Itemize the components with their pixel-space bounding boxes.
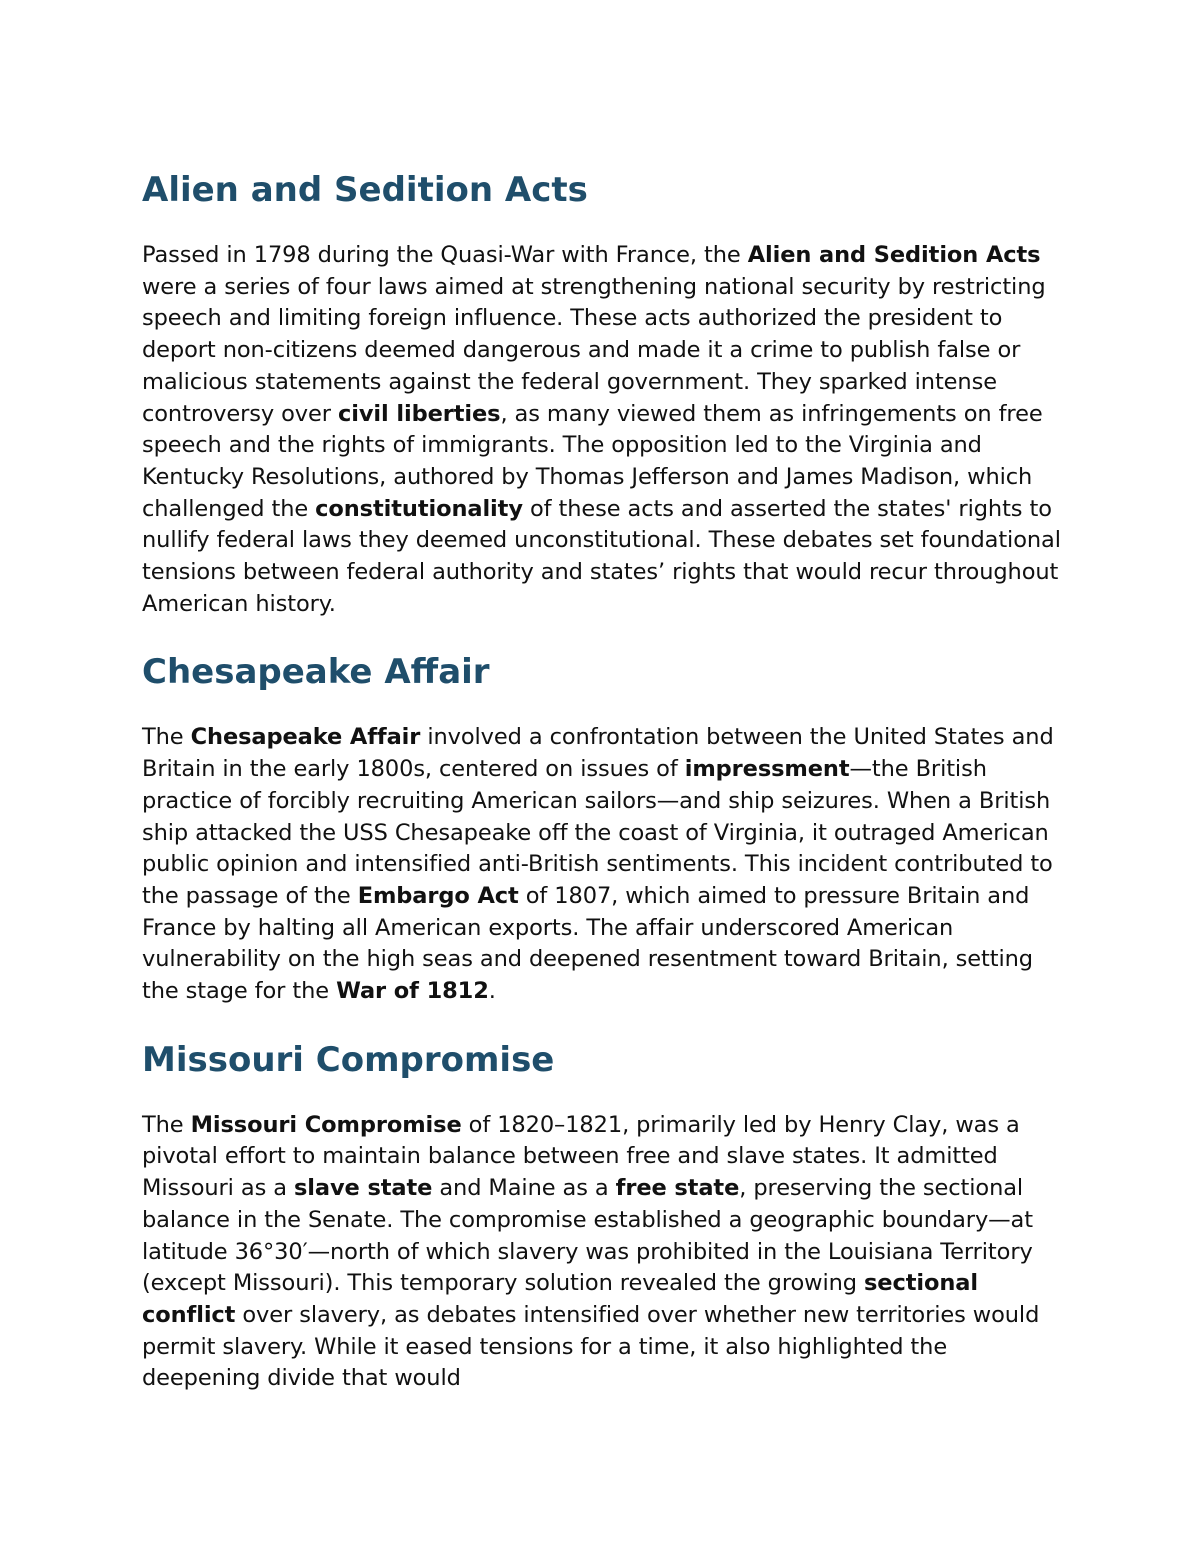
bold-term: sectional conflict	[142, 1270, 978, 1328]
section-paragraph	[142, 722, 1062, 1007]
bold-term: Missouri Compromise	[190, 1111, 462, 1138]
document-page	[142, 160, 1062, 1417]
text-run: .	[488, 978, 496, 1005]
text-run: and Maine as a	[432, 1175, 616, 1202]
bold-term: constitutionality	[315, 495, 523, 522]
section-missouri-compromise	[142, 1030, 1062, 1395]
bold-term: War of 1812	[336, 978, 489, 1005]
text-run: , preserving the sectional balance in the Senate. The compromise established a geographic boundary—at latitude 36°30′—north of which slavery was prohibited in the Louisiana Territory (except Missouri). This temporary solution revealed the growing	[142, 1175, 1033, 1297]
bold-term: Chesapeake Affair	[190, 724, 421, 751]
section-paragraph	[142, 240, 1062, 620]
bold-term: Embargo Act	[357, 882, 519, 909]
text-run: —the British practice of forcibly recruiting American sailors—and ship seizures. When a British ship attacked the USS Chesapeake off the coast of Virginia, it outraged American public opinion and intensified anti-British sentiments. This incident contributed to the passage of the	[142, 756, 1053, 909]
section-alien-sedition	[142, 160, 1062, 620]
text-run: of 1807, which aimed to pressure Britain and France by halting all American exports. The affair underscored American vulnerability on the high seas and deepened resentment toward Britain, setting the stage for the	[142, 882, 1033, 1005]
bold-term: Alien and Sedition Acts	[747, 242, 1041, 268]
section-heading: Chesapeake Affair	[142, 652, 490, 693]
text-run: involved a confrontation between the United States and Britain in the early 1800s, centered on issues of	[142, 724, 1054, 783]
section-heading: Alien and Sedition Acts	[142, 170, 588, 210]
text-run: of these acts and asserted the states' rights to nullify federal laws they deemed unconstitutional. These debates set foundational tensions between federal authority and states’ rights that would recur throughout American history.	[142, 495, 1061, 617]
text-run: were a series of four laws aimed at strengthening national security by restricting speech and limiting foreign influence. These acts authorized the president to deport non-citizens deemed dangerous and made it a crime to publish false or malicious statements against the federal government. They sparked intense controversy over	[142, 273, 1046, 427]
bold-term: slave state	[294, 1175, 433, 1202]
text-run: of 1820–1821, primarily led by Henry Clay, was a pivotal effort to maintain balance between free and slave states. It admitted Missouri as a	[142, 1111, 1020, 1202]
section-chesapeake-affair	[142, 642, 1062, 1007]
text-run: The	[142, 724, 191, 751]
bold-term: civil liberties	[337, 400, 501, 427]
bold-term: impressment	[684, 756, 850, 783]
text-run: over slavery, as debates intensified over whether new territories would permit slavery. While it eased tensions for a time, it also highlighted the deepening divide that would	[142, 1301, 1040, 1392]
section-paragraph	[142, 1110, 1062, 1395]
text-run: , as many viewed them as infringements on free speech and the rights of immigrants. The opposition led to the Virginia and Kentucky Resolutions, authored by Thomas Jefferson and James Madison, which challenged the	[142, 400, 1043, 522]
section-heading: Missouri Compromise	[142, 1039, 555, 1080]
text-run: Passed in 1798 during the Quasi-War with France, the	[142, 242, 748, 268]
text-run: The	[142, 1111, 191, 1138]
bold-term: free state	[615, 1175, 740, 1202]
